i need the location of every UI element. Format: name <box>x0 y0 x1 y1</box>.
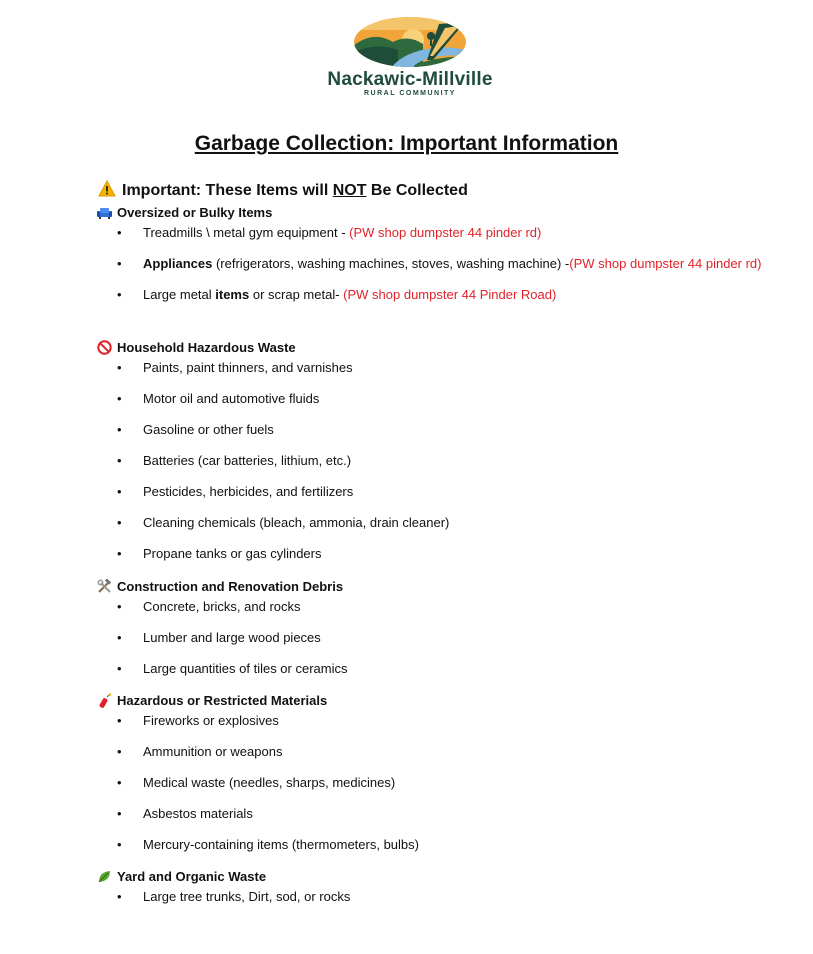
section-heading <box>97 339 763 357</box>
important-prefix: Important: These Items will <box>122 182 333 199</box>
item-list <box>97 886 763 907</box>
section-heading-text: Household Hazardous Waste <box>117 340 296 355</box>
list-item: • Concrete, bricks, and rocks <box>97 596 763 617</box>
list-item: • Asbestos materials <box>97 803 763 824</box>
section-heading <box>97 868 763 886</box>
section-restricted <box>97 692 763 865</box>
list-item: • Paints, paint thinners, and varnishes <box>97 357 763 378</box>
logo-subtitle: RURAL COMMUNITY <box>364 90 456 97</box>
list-item: • Mercury-containing items (thermometers, bulbs) <box>97 834 763 855</box>
prohibited-icon <box>97 340 112 355</box>
list-item: • Large metal items or scrap metal- (PW shop dumpster 44 Pinder Road) <box>97 284 763 305</box>
item-list <box>97 596 763 679</box>
section-heading-text: Yard and Organic Waste <box>117 869 267 884</box>
section-heading <box>97 204 763 222</box>
important-not: NOT <box>332 182 367 199</box>
section-heading-text: Construction and Renovation Debris <box>117 579 344 594</box>
couch-icon <box>97 205 112 220</box>
list-item: • Propane tanks or gas cylinders <box>97 543 763 564</box>
list-item: • Appliances (refrigerators, washing machines, stoves, washing machine) -(PW shop dumpster 44 pinder rd) <box>97 253 763 274</box>
important-suffix: Be Collected <box>366 182 468 199</box>
section-heading-text: Hazardous or Restricted Materials <box>117 693 328 708</box>
section-construction <box>97 578 763 689</box>
section-oversized <box>97 204 763 315</box>
list-item: • Medical waste (needles, sharps, medicines) <box>97 772 763 793</box>
list-item: • Fireworks or explosives <box>97 710 763 731</box>
list-item: • Lumber and large wood pieces <box>97 627 763 648</box>
list-item: • Large quantities of tiles or ceramics <box>97 658 763 679</box>
list-item: • Pesticides, herbicides, and fertilizers <box>97 481 763 502</box>
warning-icon <box>98 180 116 197</box>
item-list <box>97 710 763 855</box>
item-list <box>97 357 763 564</box>
item-list <box>97 222 763 305</box>
list-item: • Gasoline or other fuels <box>97 419 763 440</box>
list-item: • Treadmills \ metal gym equipment - (PW shop dumpster 44 pinder rd) <box>97 222 763 243</box>
firecracker-icon <box>97 693 112 708</box>
list-item: • Ammunition or weapons <box>97 741 763 762</box>
list-item: • Batteries (car batteries, lithium, etc.) <box>97 450 763 471</box>
section-hazardous-waste <box>97 339 763 574</box>
list-item: • Large tree trunks, Dirt, sod, or rocks <box>97 886 763 907</box>
logo <box>320 16 500 97</box>
dropoff-note: (PW shop dumpster 44 pinder rd) <box>349 225 542 240</box>
section-heading <box>97 692 763 710</box>
hammer-wrench-icon <box>97 579 112 594</box>
section-heading <box>97 578 763 596</box>
dropoff-note: (PW shop dumpster 44 Pinder Road) <box>343 287 557 302</box>
important-heading <box>98 180 468 200</box>
logo-name: Nackawic-Millville <box>327 69 493 90</box>
dropoff-note: (PW shop dumpster 44 pinder rd) <box>569 256 762 271</box>
logo-emblem <box>353 16 467 68</box>
section-yard <box>97 868 763 917</box>
list-item: • Cleaning chemicals (bleach, ammonia, drain cleaner) <box>97 512 763 533</box>
page-title: Garbage Collection: Important Information <box>194 132 619 155</box>
leaf-icon <box>97 869 112 884</box>
section-heading-text: Oversized or Bulky Items <box>117 205 273 220</box>
list-item: • Motor oil and automotive fluids <box>97 388 763 409</box>
